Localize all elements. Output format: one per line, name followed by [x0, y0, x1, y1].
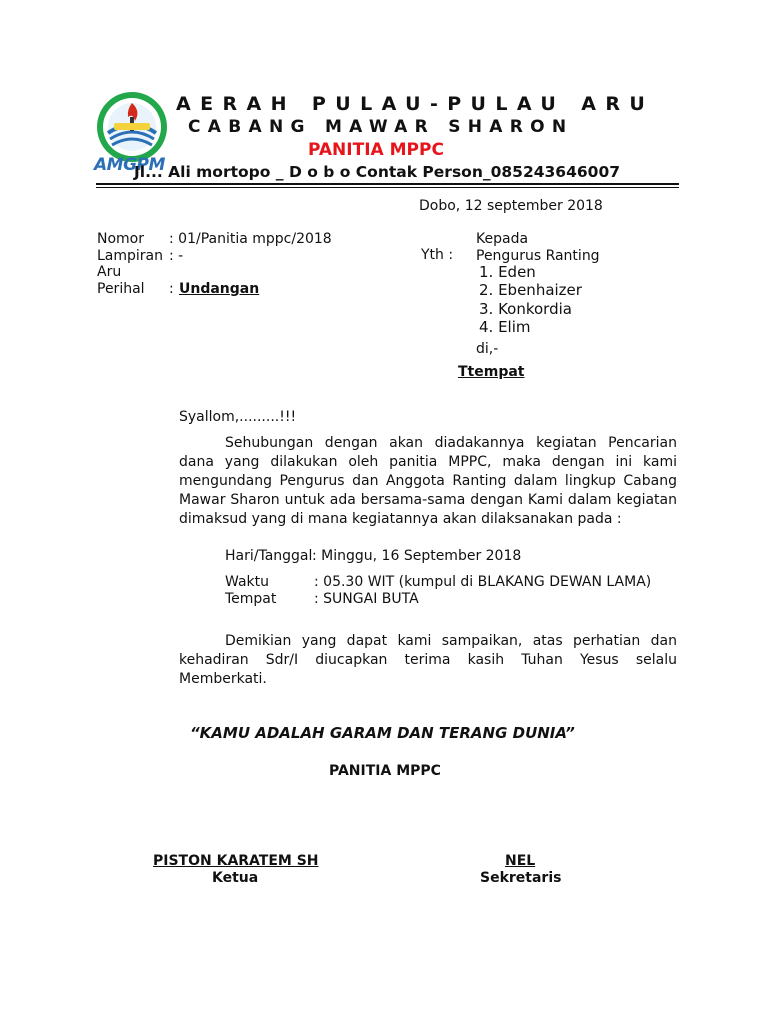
- waktu-value: : 05.30 WIT (kumpul di BLAKANG DEWAN LAMA): [314, 574, 652, 590]
- recipient-item: 1. Eden: [479, 263, 536, 281]
- lampiran-extra: Aru: [97, 264, 122, 280]
- signature-org: PANITIA MPPC: [329, 763, 441, 779]
- lampiran-label: Lampiran: [97, 248, 164, 264]
- recipient-item: 4. Elim: [479, 317, 531, 336]
- sekretaris-title: Sekretaris: [480, 870, 562, 886]
- nomor-value: : 01/Panitia mppc/2018: [169, 231, 332, 247]
- yth-label: Yth :: [421, 247, 454, 263]
- body-paragraph-1-text: Sehubungan dengan akan diadakannya kegiatan Pencarian dana yang dilakukan oleh panitia MPPC, maka dengan ini kami mengundang Pengurus dan Anggota Ranting dalam lingkup Cabang Mawar Sharon untuk ada bersama-sama dengan Kami dalam kegiatan dimaksud yang di mana kegiatannya akan dilaksanakan pada :: [179, 435, 677, 527]
- logo-text: AMGPM: [94, 155, 165, 175]
- recipient-item: 2. Ebenhaizer: [479, 281, 582, 300]
- ketua-name: PISTON KARATEM SH: [153, 853, 319, 869]
- motto-quote: “KAMU ADALAH GARAM DAN TERANG DUNIA”: [190, 724, 575, 742]
- waktu-label: Waktu: [225, 574, 269, 590]
- body-paragraph-1: [179, 434, 677, 529]
- body-paragraph-2-text: Demikian yang dapat kami sampaikan, atas perhatian dan kehadiran Sdr/I diucapkan terima kasih Tuhan Yesus selalu Memberkati.: [179, 633, 677, 687]
- di-label: di,-: [476, 341, 499, 357]
- pengurus-label: Pengurus Ranting: [476, 248, 600, 264]
- perihal-value: Undangan: [179, 281, 260, 297]
- lampiran-value: : -: [169, 248, 184, 264]
- letterhead-line2: CABANG MAWAR SHARON: [188, 117, 574, 137]
- hari-value: : Minggu, 16 September 2018: [312, 548, 522, 564]
- nomor-label: Nomor: [97, 231, 144, 247]
- perihal-colon: :: [169, 281, 174, 297]
- letterhead-panitia: PANITIA MPPC: [308, 140, 444, 160]
- header-rule-thick: [96, 183, 679, 185]
- tempat-heading: Ttempat: [458, 364, 525, 380]
- sekretaris-name: NEL: [505, 853, 536, 869]
- header-rule-thin: [96, 187, 679, 188]
- tempat-label: Tempat: [225, 591, 277, 607]
- hari-label: Hari/Tanggal: [225, 548, 313, 564]
- letter-date: Dobo, 12 september 2018: [419, 198, 603, 214]
- letterhead-address: Jl... Ali mortopo _ D o b o Contak Person_085243646007: [134, 163, 621, 181]
- ketua-title: Ketua: [212, 870, 259, 886]
- kepada-label: Kepada: [476, 231, 529, 247]
- letterhead-line1: AERAH PULAU-PULAU ARU: [176, 93, 655, 115]
- tempat-value: : SUNGAI BUTA: [314, 591, 419, 607]
- greeting: Syallom,.........!!!: [179, 409, 297, 425]
- recipient-list: [479, 263, 582, 336]
- perihal-label: Perihal: [97, 281, 145, 297]
- recipient-item: 3. Konkordia: [479, 299, 572, 318]
- body-paragraph-2: [179, 632, 677, 689]
